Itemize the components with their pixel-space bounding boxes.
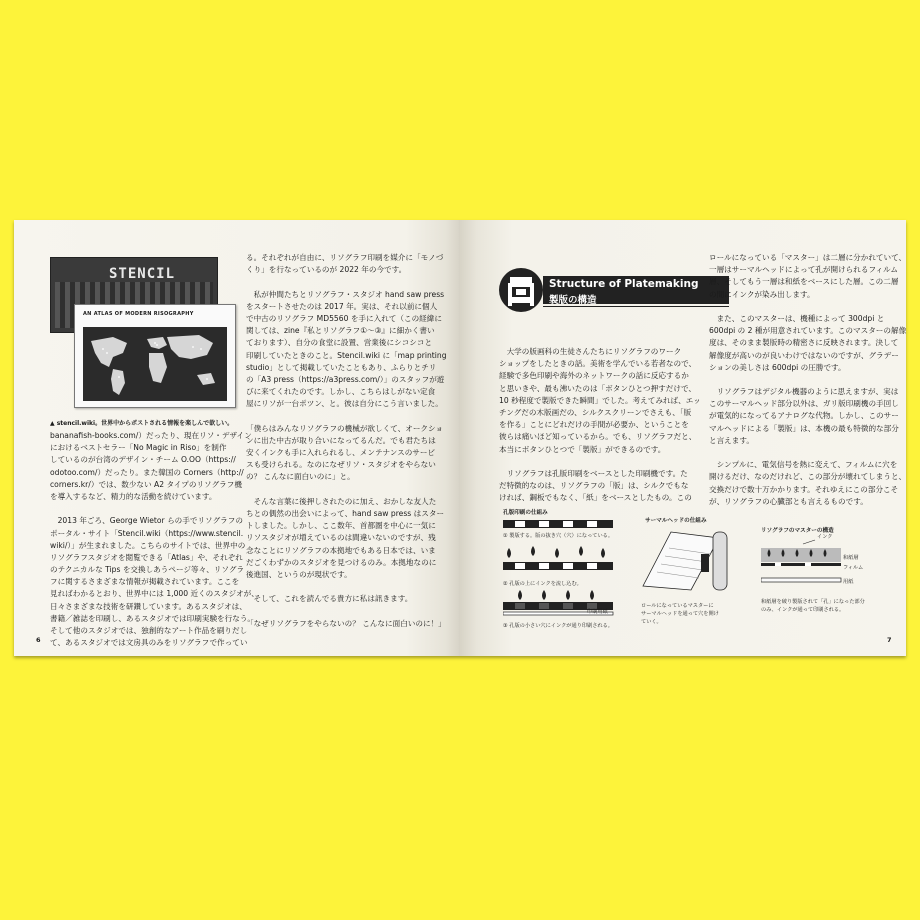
world-map-image [83, 327, 227, 401]
book-spread [14, 220, 906, 656]
printed-paper-graphic [503, 590, 623, 622]
diagram1-step2: ② 孔版の上にインクを流し込む。 [503, 581, 582, 587]
riso-machine-icon [499, 268, 543, 312]
diagram2-caption: ロールになっているマスターに サーマルヘッドを通って穴を開け ていく。 [641, 603, 719, 625]
diagram3-base-label: 用紙 [843, 579, 854, 585]
left-col2: る。それぞれが自由に、リソグラフ印刷を媒介に「モノづ くり」を行なっているのが 2022 年の今です。 私が仲間たちとリソグラフ・スタジオ hand saw press をスタートさせたのは 2017 年。実は、それ以前に個人 で中古のリソグラフ MD5560 を手に入れて（この経緯に 関しては、zine『私とリソグラフ①〜③』に細かく書い ております）、自分の食堂に設置、営業後にシコシコと 印刷していたときのこと。Stencil.wiki に「map printing studio」として掲載していたこともあり、ふらりとチリ の「A3 press（https://a3press.com/）」のスタッフが遊 びに来てくれたのです。しかし、こちらはしがない定食 屋にリソが一台ポツン、と。彼は自分にこう言いました。 「僕らはみんなリソグラフの機械が欲しくて、オークショ ンに出た中古が取り合いになってるんだ。でも君たちは 安くインクも手に入れられるし、メンテナンスのサービ スも受けられる。なのになぜリソ・スタジオをやらない の？ こんなに面白いのに」と。 そんな言葉に後押しされたのに加え、おかしな友人た ちとの偶然の出会いによって、hand saw press はスター トしました。しかし、ここ数年、首都圏を中心に一気に リソスタジオが増えているのは間違いないのですが、残 念なことにリソグラフの本拠地でもある日本では、いま だごくわずかのスタジオを見つけるのみ。本拠地なのに 後進国、というのが現状です。 そして、これを読んでる貴方に私は訊きます。 「なぜリソグラフをやらないの？ こんなに面白いのに！」 [246, 253, 447, 628]
ink-drops-graphic [503, 544, 623, 580]
diagram2-title: サーマルヘッドの仕組み [645, 518, 707, 524]
thermal-head-graphic [641, 528, 741, 592]
header-japanese: 製版の構造 [549, 295, 597, 306]
header-english: Structure of Platemaking [549, 278, 699, 290]
diagram3-caption: 和紙層を破り製版されて「孔」になった部分 のみ、インクが通って印刷される。 [761, 599, 865, 613]
photo-caption: ▲ stencil.wiki。世界中からポストされる情報を楽しんで欲しい。 [50, 420, 234, 427]
right-page [459, 220, 906, 656]
diagram3-title: リソグラフのマスターの構造 [761, 528, 834, 534]
diagram3-film-label: フィルム [843, 565, 864, 571]
folio-left: 6 [36, 636, 41, 644]
diagram3-ink-label: インク [817, 534, 833, 540]
atlas-title: AN ATLAS OF MODERN RISOGRAPHY [83, 311, 194, 317]
diagram1-paper-label: 印刷用紙 [587, 609, 608, 615]
stencil-logo: STENCIL [109, 266, 176, 282]
diagram1-step1: ① 製版する。版の抜き穴（穴）になっている。 [503, 533, 614, 539]
atlas-screenshot [74, 304, 236, 408]
folio-right: 7 [887, 636, 892, 644]
diagram1-step3: ③ 孔版の小さい穴にインクが通り印刷される。 [503, 623, 613, 629]
left-page [14, 220, 459, 656]
diagram3-washi-label: 和紙層 [843, 555, 859, 561]
right-col1: 大学の版画科の生徒さんたちにリソグラフのワーク ショップをしたときの話。美術を学んでいる若者なので、 経験で多色印刷や海外のネットワークの話に反応するか と思いきや、最も沸いたのは「ボタンひとつ押すだけで、 10 秒程度で製版できた瞬間」でした。考えてみれば、エッ チングだの木版画だの、シルクスクリーンでさえも、「版 を作る」ことにどれだけの手間が必要か、ということを 彼らは痛いほど知っているから。でも、リソグラフだと、 本当にボタンひとつで「製版」ができるのです。 リソグラフは孔版印刷をベースとした印刷機です。た だ特徴的なのは、リソグラフの「版」は、シルクでもな ければ、鋼板でもなく、「紙」をベースとしたもの。この [499, 347, 701, 503]
right-col2: ロールになっている「マスター」は二層に分かれていて、 一層はサーマルヘッドによって孔が開けられるフィルム 層、そしてもう一層は和紙をベースにした層。この二層 の間にインクが染み出します。 また、このマスターは、機種によって 300dpi と 600dpi の 2 種が用意されています。このマスターの解像 度は、そのまま製版時の精密さに反映されます。決して 解像度が高いのが良いわけではないのですが、グラデー ションの美しさは 600dpi の圧勝です。 リソグラフはデジタル機器のように思えますが、実は このサーマルヘッド部分以外は、ガリ版印刷機の手回し が電気的になってるアナログな代物。しかし、このサー マルヘッドによる「製版」は、本機の最も特徴的な部分 と言えます。 シンプルに、電気信号を熱に変えて、フィルムに穴を 開けるだけ、なのだけれど、この部分が壊れてしまうと、 交換だけで数十万かかります。それゆえにこの部分こそ が、リソグラフの心臓部とも言えるものです。 [709, 253, 907, 506]
diagram1-title: 孔版印刷の仕組み [503, 510, 548, 516]
left-col1: bananafish-books.com/）だったり、現在リソ・デザイン におけるベストセラー「No Magic in Riso」を制作 しているのが台湾のデザイン・チーム O.OO（https:// odotoo.com/）だったり。また韓国の Corners（http:// corners.kr/）では、数少ない A2 タイプのリソグラフ機 を導入するなど、精力的な活動を続けています。 2013 年ごろ、George Wietor らの手でリソグラフの ポータル・サイト「Stencil.wiki（https://www.stencil. wiki/）」が生まれました。こちらのサイトでは、世界中の リソグラフスタジオを閲覧できる「Atlas」や、それぞれ のテクニカルな Tips を交換しあうページ等々、リソグラ フに関するさまざまな情報が掲載されています。ここを 見ればわかるとおり、世界中には 1,000 近くのスタジオが、 日々さまざまな技術を研鑽しています。あるスタジオは、 書籍／雑誌を印刷し、あるスタジオでは印刷実験を行なう。 そして他のスタジオでは、独創的なアート作品を刷りだし て、あるスタジオでは文房具のみをリソグラフで作ってい [50, 431, 259, 648]
